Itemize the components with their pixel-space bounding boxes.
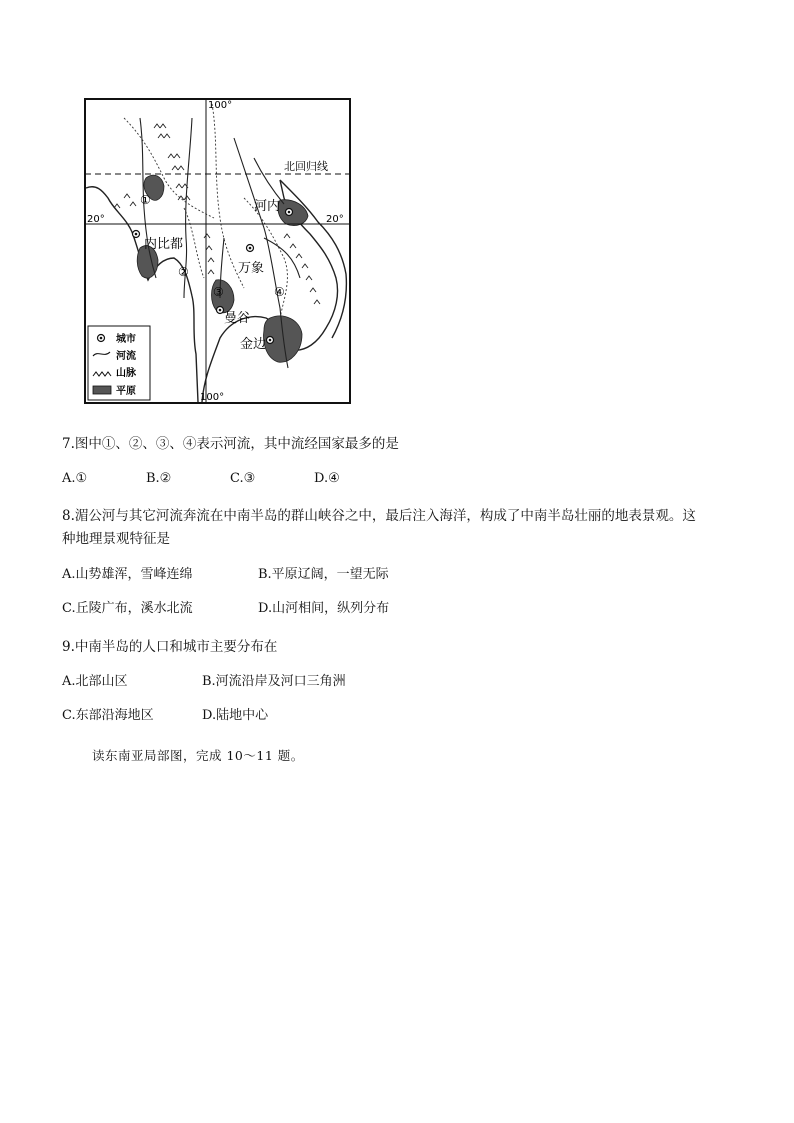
label-hanoi: 河内 xyxy=(254,199,281,214)
q8-option-b: B.平原辽阔，一望无际 xyxy=(258,567,389,582)
q7-option-a: A.① xyxy=(62,471,88,486)
label-naypyidaw: 内比都 xyxy=(144,237,184,252)
q9-option-a: A.北部山区 xyxy=(62,674,128,689)
question-9-stem: 9.中南半岛的人口和城市主要分布在 xyxy=(62,639,278,655)
question-8-stem-line1: 8.湄公河与其它河流奔流在中南半岛的群山峡谷之中，最后注入海洋，构成了中南半岛壮丽的地表景观。这 xyxy=(62,508,696,524)
label-river-4: ④ xyxy=(274,285,285,299)
q9-option-b: B.河流沿岸及河口三角洲 xyxy=(202,674,346,689)
legend-river-label: 河流 xyxy=(116,351,136,362)
label-river-1: ① xyxy=(140,193,151,207)
label-20-right: 20° xyxy=(326,214,344,225)
legend-city-label: 城市 xyxy=(116,334,136,345)
southeast-asia-map xyxy=(84,98,351,404)
label-vientiane: 万象 xyxy=(238,261,265,276)
legend-plain-label: 平原 xyxy=(116,386,136,397)
q8-option-d: D.山河相间，纵列分布 xyxy=(258,601,390,616)
label-river-3: ③ xyxy=(213,285,224,299)
map-legend xyxy=(88,326,150,400)
q7-option-d: D.④ xyxy=(314,471,340,486)
q9-option-c: C.东部沿海地区 xyxy=(62,708,154,723)
label-100-top: 100° xyxy=(208,100,233,111)
label-bangkok: 曼谷 xyxy=(224,311,251,326)
question-7-stem: 7.图中①、②、③、④表示河流，其中流经国家最多的是 xyxy=(62,436,399,452)
label-tropic: 北回归线 xyxy=(284,160,328,173)
label-20-left: 20° xyxy=(87,214,105,225)
instruction-note: 读东南亚局部图，完成 10～11 题。 xyxy=(92,748,304,763)
label-phnompenh: 金边 xyxy=(240,337,267,352)
q7-option-b: B.② xyxy=(146,471,172,486)
legend-mountain-label: 山脉 xyxy=(116,368,136,379)
label-100-bottom: 100° xyxy=(200,392,225,403)
label-river-2: ② xyxy=(178,265,189,279)
question-8-stem-line2: 种地理景观特征是 xyxy=(62,531,170,547)
q9-option-d: D.陆地中心 xyxy=(202,708,269,723)
q8-option-c: C.丘陵广布，溪水北流 xyxy=(62,601,193,616)
legend-plain-icon xyxy=(93,386,111,394)
q7-option-c: C.③ xyxy=(230,471,256,486)
q8-option-a: A.山势雄浑，雪峰连绵 xyxy=(62,567,193,582)
